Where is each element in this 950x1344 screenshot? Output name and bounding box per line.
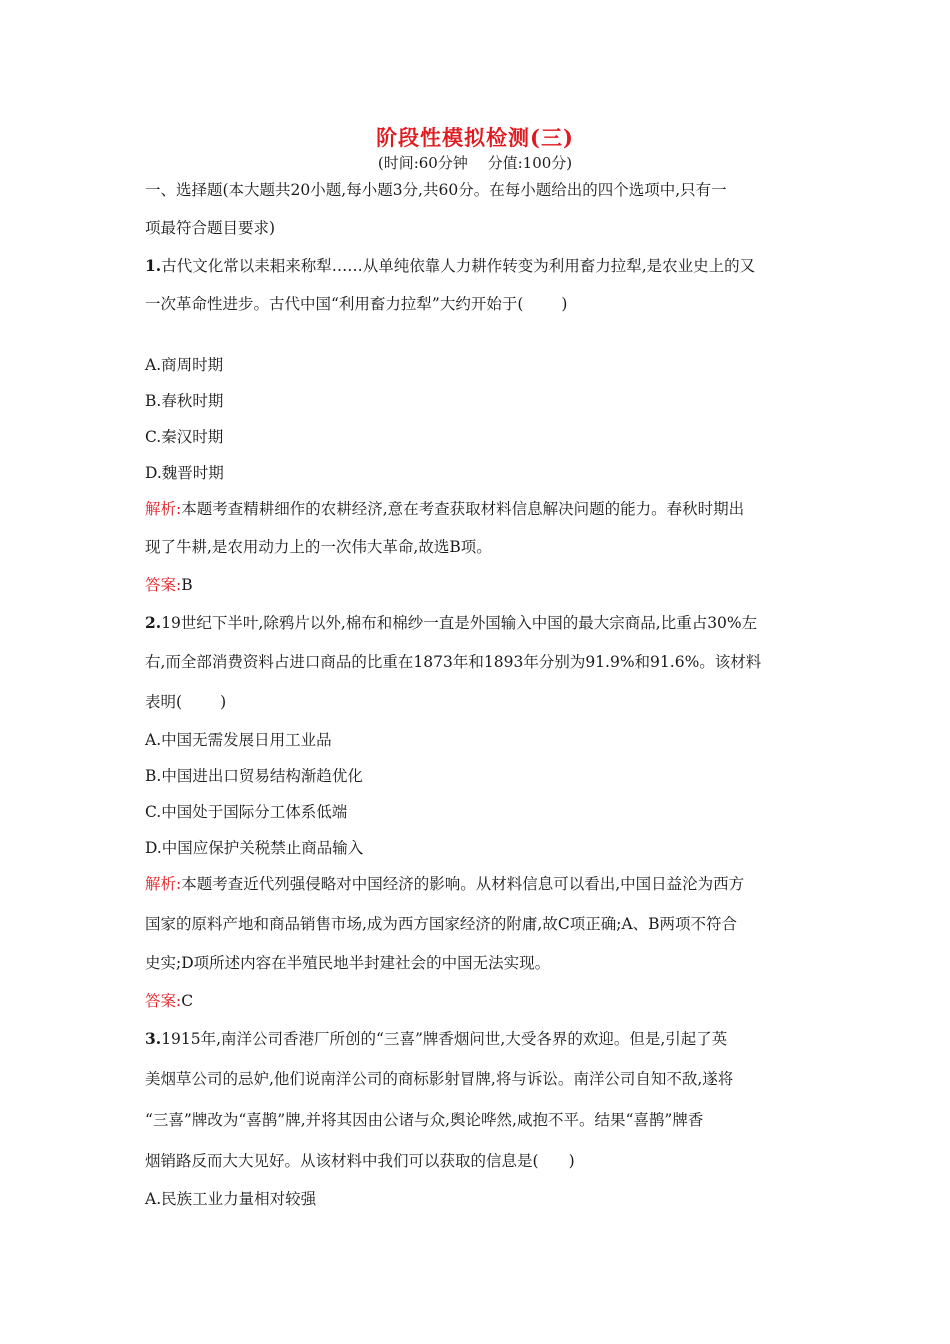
question-1-cont bbox=[145, 294, 815, 314]
option-d: D.中国应保护关税禁止商品输入 bbox=[145, 839, 364, 857]
analysis-2-cont: 国家的原料产地和商品销售市场,成为西方国家经济的附庸,故C项正确;A、B两项不符合 bbox=[145, 915, 738, 933]
option-a: A.民族工业力量相对较强 bbox=[145, 1190, 317, 1208]
answer-value: B bbox=[181, 576, 193, 594]
question-paren-close: ) bbox=[561, 295, 568, 313]
section-heading-cont: 项最符合题目要求) bbox=[145, 219, 276, 237]
analysis-text: 本题考查近代列强侵略对中国经济的影响。从材料信息可以看出,中国日益沦为西方 bbox=[181, 875, 745, 893]
answer-2 bbox=[145, 991, 815, 1011]
answer-value: C bbox=[181, 992, 194, 1010]
question-text: 一次革命性进步。古代中国“利用畜力拉犁”大约开始于( bbox=[145, 295, 524, 313]
analysis-text: 本题考查精耕细作的农耕经济,意在考查获取材料信息解决问题的能力。春秋时期出 bbox=[181, 500, 745, 518]
analysis-2 bbox=[145, 874, 815, 894]
question-paren-close: ) bbox=[568, 1152, 575, 1170]
question-number: 1. bbox=[145, 256, 162, 275]
option-a: A.中国无需发展日用工业品 bbox=[145, 731, 332, 749]
answer-label: 答案: bbox=[145, 992, 182, 1010]
answer-label: 答案: bbox=[145, 576, 182, 594]
question-paren-close: ) bbox=[220, 693, 227, 711]
section-heading: 一、选择题(本大题共20小题,每小题3分,共60分。在每小题给出的四个选项中,只有一 bbox=[145, 181, 727, 199]
page-title: 阶段性模拟检测(三) bbox=[376, 125, 574, 150]
question-2-cont: 右,而全部消费资料占进口商品的比重在1873年和1893年分别为91.9%和91.6%。该材料 bbox=[145, 653, 762, 671]
analysis-label: 解析: bbox=[145, 500, 182, 518]
question-3-cont2: “三喜”牌改为“喜鹊”牌,并将其因由公诸与众,舆论哗然,咸抱不平。结果“喜鹊”牌香 bbox=[145, 1111, 704, 1129]
question-3-cont: 美烟草公司的忌妒,他们说南洋公司的商标影射冒牌,将与诉讼。南洋公司自知不敌,遂将 bbox=[145, 1070, 734, 1088]
analysis-1-cont: 现了牛耕,是农用动力上的一次伟大革命,故选B项。 bbox=[145, 538, 492, 556]
question-text: 古代文化常以耒耜来称犁……从单纯依靠人力耕作转变为利用畜力拉犁,是农业史上的又 bbox=[161, 257, 756, 275]
option-a: A.商周时期 bbox=[145, 356, 224, 374]
option-b: B.中国进出口贸易结构渐趋优化 bbox=[145, 767, 363, 785]
analysis-1 bbox=[145, 499, 815, 519]
question-3-cont3 bbox=[145, 1151, 815, 1171]
answer-1 bbox=[145, 575, 815, 595]
option-c: C.秦汉时期 bbox=[145, 428, 224, 446]
analysis-2-cont2: 史实;D项所述内容在半殖民地半封建社会的中国无法实现。 bbox=[145, 954, 551, 972]
question-number: 2. bbox=[145, 613, 162, 632]
question-2 bbox=[145, 613, 815, 633]
question-text: 19世纪下半叶,除鸦片以外,棉布和棉纱一直是外国输入中国的最大宗商品,比重占30%左 bbox=[161, 614, 758, 632]
option-b: B.春秋时期 bbox=[145, 392, 224, 410]
question-number: 3. bbox=[145, 1029, 162, 1048]
question-3 bbox=[145, 1029, 815, 1049]
question-text: 1915年,南洋公司香港厂所创的“三喜”牌香烟问世,大受各界的欢迎。但是,引起了英 bbox=[161, 1030, 728, 1048]
question-2-cont2 bbox=[145, 692, 815, 712]
question-1 bbox=[145, 256, 815, 276]
question-text: 表明( bbox=[145, 693, 183, 711]
option-d: D.魏晋时期 bbox=[145, 464, 224, 482]
option-c: C.中国处于国际分工体系低端 bbox=[145, 803, 348, 821]
analysis-label: 解析: bbox=[145, 875, 182, 893]
exam-info: (时间:60分钟 分值:100分) bbox=[377, 154, 573, 172]
question-text: 烟销路反而大大见好。从该材料中我们可以获取的信息是( bbox=[145, 1152, 539, 1170]
